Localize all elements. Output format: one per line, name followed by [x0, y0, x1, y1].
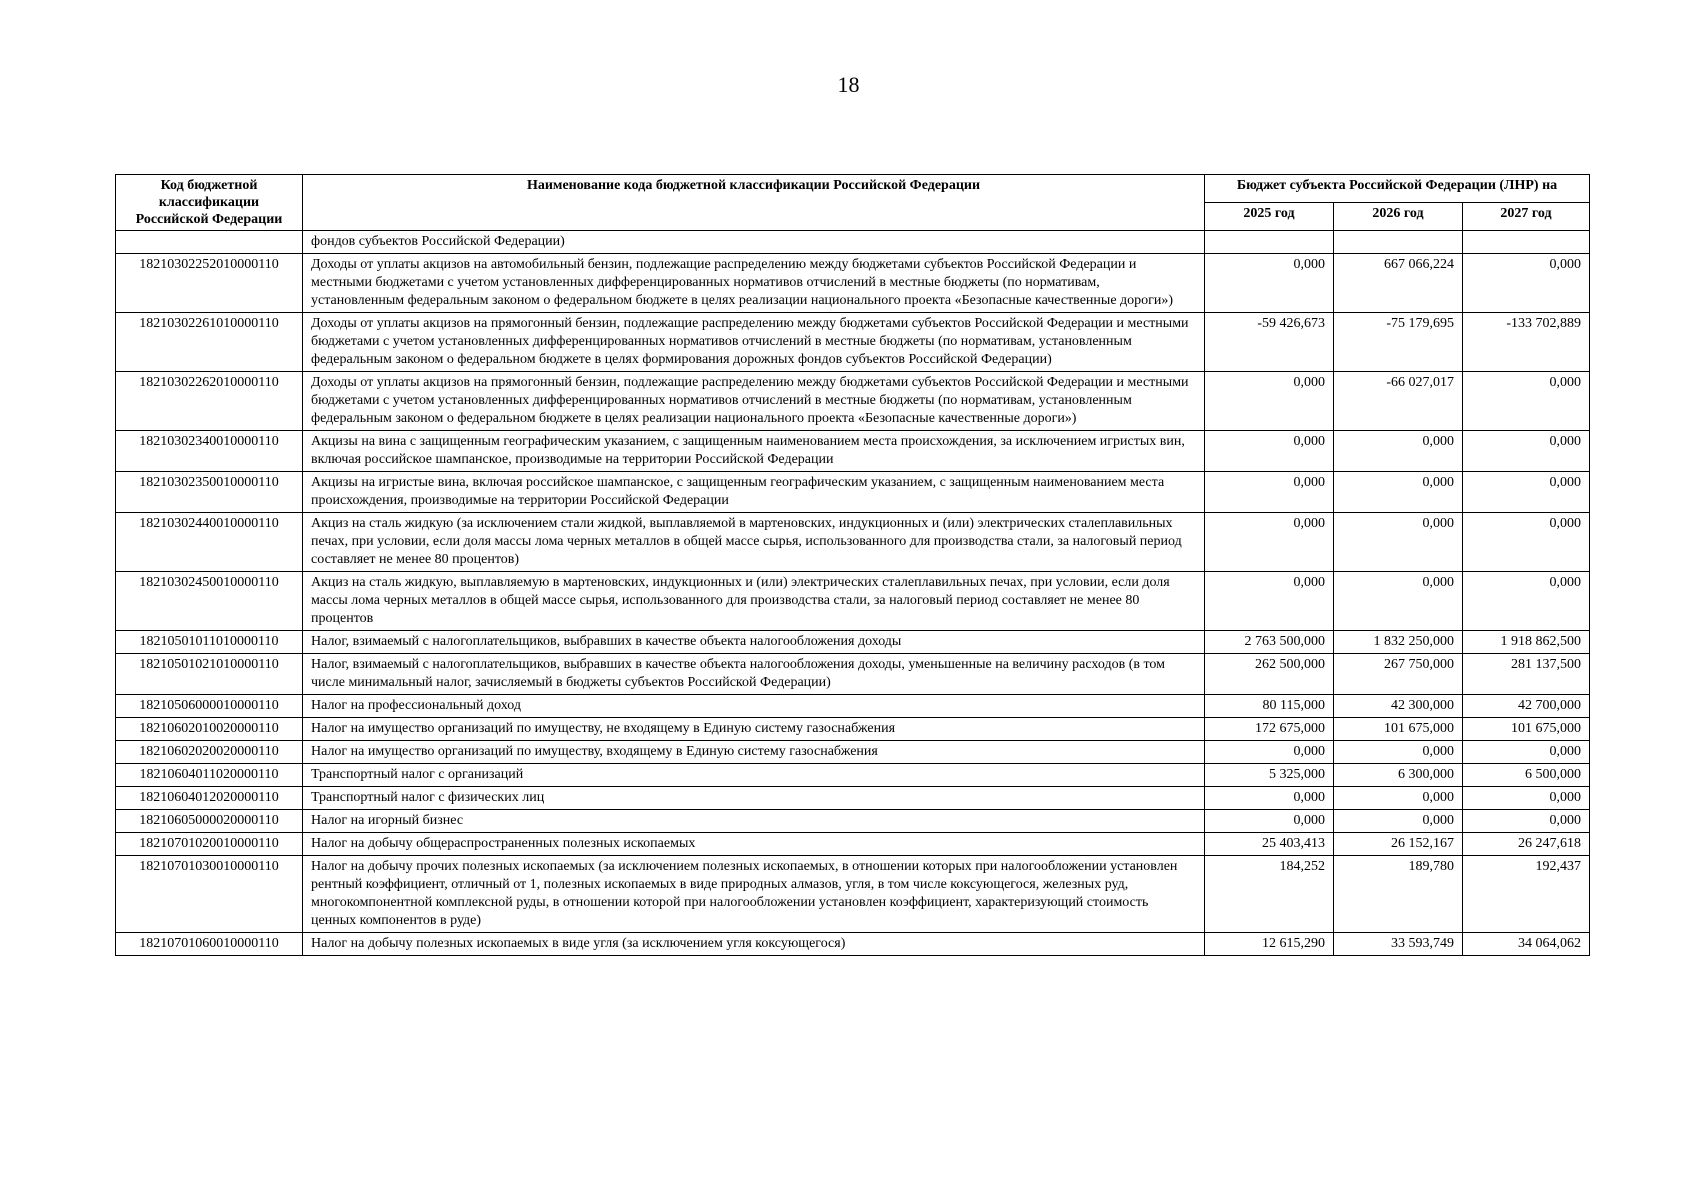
cell-code: 18210604012020000110 [116, 787, 303, 810]
cell-2025: 0,000 [1205, 372, 1334, 431]
cell-2027: 0,000 [1463, 513, 1590, 572]
table-row [116, 787, 1590, 810]
cell-2027: 0,000 [1463, 572, 1590, 631]
table-row [116, 431, 1590, 472]
cell-2026: 189,780 [1334, 856, 1463, 933]
cell-2026: 42 300,000 [1334, 695, 1463, 718]
table-row [116, 833, 1590, 856]
table-row [116, 695, 1590, 718]
cell-2027: 42 700,000 [1463, 695, 1590, 718]
table-row [116, 231, 1590, 254]
table-row [116, 631, 1590, 654]
cell-2027: 6 500,000 [1463, 764, 1590, 787]
cell-2026: 101 675,000 [1334, 718, 1463, 741]
cell-2027: 0,000 [1463, 787, 1590, 810]
cell-2025: 2 763 500,000 [1205, 631, 1334, 654]
table-row [116, 572, 1590, 631]
cell-2026: 6 300,000 [1334, 764, 1463, 787]
cell-code: 18210302450010000110 [116, 572, 303, 631]
table-row [116, 372, 1590, 431]
table-body [116, 231, 1590, 956]
cell-2027: 192,437 [1463, 856, 1590, 933]
cell-2026: 0,000 [1334, 472, 1463, 513]
cell-2026: -66 027,017 [1334, 372, 1463, 431]
cell-code: 18210501011010000110 [116, 631, 303, 654]
cell-2025: -59 426,673 [1205, 313, 1334, 372]
cell-code: 18210302440010000110 [116, 513, 303, 572]
cell-code: 18210602010020000110 [116, 718, 303, 741]
table-row [116, 513, 1590, 572]
table-row [116, 933, 1590, 956]
table-row [116, 313, 1590, 372]
cell-2026 [1334, 231, 1463, 254]
cell-2027 [1463, 231, 1590, 254]
table-row [116, 764, 1590, 787]
table-row [116, 741, 1590, 764]
cell-2026: 267 750,000 [1334, 654, 1463, 695]
cell-name: Налог на профессиональный доход [303, 695, 1205, 718]
cell-name: Налог на добычу полезных ископаемых в виде угля (за исключением угля коксующегося) [303, 933, 1205, 956]
cell-name: Налог, взимаемый с налогоплательщиков, выбравших в качестве объекта налогообложения доходы [303, 631, 1205, 654]
cell-2025: 0,000 [1205, 787, 1334, 810]
cell-2025: 172 675,000 [1205, 718, 1334, 741]
table-row [116, 472, 1590, 513]
cell-2026: 0,000 [1334, 431, 1463, 472]
cell-2027: 34 064,062 [1463, 933, 1590, 956]
cell-code: 18210501021010000110 [116, 654, 303, 695]
cell-name: Акциз на сталь жидкую (за исключением стали жидкой, выплавляемой в мартеновских, индукционных и (или) электрических сталеплавильных печах, при условии, если доля массы лома черных металлов в общей массе сырья, использованного для производства стали, за налоговый период составляет не менее 80 процентов) [303, 513, 1205, 572]
header-budget: Бюджет субъекта Российской Федерации (ЛНР) на [1205, 175, 1590, 203]
cell-code: 18210605000020000110 [116, 810, 303, 833]
cell-2027: 0,000 [1463, 472, 1590, 513]
cell-2025 [1205, 231, 1334, 254]
cell-2026: -75 179,695 [1334, 313, 1463, 372]
table-row [116, 810, 1590, 833]
cell-name: Налог на игорный бизнес [303, 810, 1205, 833]
cell-2025: 25 403,413 [1205, 833, 1334, 856]
cell-name: Акцизы на игристые вина, включая российское шампанское, с защищенным географическим указанием, с защищенным наименованием места происхождения, производимые на территории Российской Федерации [303, 472, 1205, 513]
table-row [116, 718, 1590, 741]
cell-2027: 0,000 [1463, 372, 1590, 431]
cell-2026: 0,000 [1334, 741, 1463, 764]
cell-2026: 1 832 250,000 [1334, 631, 1463, 654]
cell-code: 18210701020010000110 [116, 833, 303, 856]
cell-2025: 0,000 [1205, 741, 1334, 764]
cell-2027: 281 137,500 [1463, 654, 1590, 695]
cell-2026: 0,000 [1334, 572, 1463, 631]
cell-2025: 5 325,000 [1205, 764, 1334, 787]
cell-name: фондов субъектов Российской Федерации) [303, 231, 1205, 254]
cell-2027: 0,000 [1463, 741, 1590, 764]
header-year-2025: 2025 год [1205, 203, 1334, 231]
header-year-2026: 2026 год [1334, 203, 1463, 231]
header-code: Код бюджетной классификации Российской Федерации [116, 175, 303, 231]
cell-2026: 26 152,167 [1334, 833, 1463, 856]
cell-2027: 0,000 [1463, 254, 1590, 313]
cell-code: 18210302350010000110 [116, 472, 303, 513]
budget-table [115, 174, 1590, 956]
cell-2025: 0,000 [1205, 572, 1334, 631]
cell-code: 18210701060010000110 [116, 933, 303, 956]
cell-code: 18210302252010000110 [116, 254, 303, 313]
cell-2026: 0,000 [1334, 513, 1463, 572]
cell-code: 18210302261010000110 [116, 313, 303, 372]
page-number: 18 [837, 72, 860, 97]
cell-code: 18210701030010000110 [116, 856, 303, 933]
cell-name: Акциз на сталь жидкую, выплавляемую в мартеновских, индукционных и (или) электрических сталеплавильных печах, при условии, если доля массы лома черных металлов в общей массе сырья, использованного для производства стали, за налоговый период составляет не менее 80 процентов [303, 572, 1205, 631]
cell-2025: 0,000 [1205, 254, 1334, 313]
cell-name: Налог, взимаемый с налогоплательщиков, выбравших в качестве объекта налогообложения доходы, уменьшенные на величину расходов (в том числе минимальный налог, зачисляемый в бюджеты субъектов Российской Федерации) [303, 654, 1205, 695]
cell-2027: 0,000 [1463, 431, 1590, 472]
cell-name: Транспортный налог с физических лиц [303, 787, 1205, 810]
cell-name: Транспортный налог с организаций [303, 764, 1205, 787]
table-row [116, 654, 1590, 695]
cell-name: Налог на имущество организаций по имуществу, входящему в Единую систему газоснабжения [303, 741, 1205, 764]
cell-2025: 12 615,290 [1205, 933, 1334, 956]
table-row [116, 856, 1590, 933]
cell-2025: 262 500,000 [1205, 654, 1334, 695]
cell-name: Доходы от уплаты акцизов на автомобильный бензин, подлежащие распределению между бюджетами субъектов Российской Федерации и местными бюджетами с учетом установленных дифференцированных нормативов отчислений в местные бюджеты (по нормативам, установленным федеральным законом о федеральном бюджете в целях реализации национального проекта «Безопасные качественные дороги») [303, 254, 1205, 313]
header-year-2027: 2027 год [1463, 203, 1590, 231]
cell-2025: 0,000 [1205, 431, 1334, 472]
cell-2025: 0,000 [1205, 472, 1334, 513]
cell-code: 18210302340010000110 [116, 431, 303, 472]
cell-2025: 0,000 [1205, 513, 1334, 572]
cell-2027: -133 702,889 [1463, 313, 1590, 372]
cell-code: 18210602020020000110 [116, 741, 303, 764]
cell-2025: 0,000 [1205, 810, 1334, 833]
cell-2027: 0,000 [1463, 810, 1590, 833]
cell-2026: 667 066,224 [1334, 254, 1463, 313]
cell-2025: 184,252 [1205, 856, 1334, 933]
cell-code: 18210506000010000110 [116, 695, 303, 718]
cell-name: Доходы от уплаты акцизов на прямогонный бензин, подлежащие распределению между бюджетами субъектов Российской Федерации и местными бюджетами с учетом установленных дифференцированных нормативов отчислений в местные бюджеты (по нормативам, установленным федеральным законом о федеральном бюджете в целях формирования дорожных фондов субъектов Российской Федерации) [303, 313, 1205, 372]
cell-code: 18210604011020000110 [116, 764, 303, 787]
cell-name: Налог на добычу общераспространенных полезных ископаемых [303, 833, 1205, 856]
cell-2027: 26 247,618 [1463, 833, 1590, 856]
header-name: Наименование кода бюджетной классификации Российской Федерации [303, 175, 1205, 231]
cell-2026: 33 593,749 [1334, 933, 1463, 956]
cell-name: Акцизы на вина с защищенным географическим указанием, с защищенным наименованием места происхождения, за исключением игристых вин, включая российское шампанское, производимые на территории Российской Федерации [303, 431, 1205, 472]
cell-code: 18210302262010000110 [116, 372, 303, 431]
cell-2025: 80 115,000 [1205, 695, 1334, 718]
table-row [116, 254, 1590, 313]
cell-name: Налог на добычу прочих полезных ископаемых (за исключением полезных ископаемых, в отношении которых при налогообложении установлен рентный коэффициент, отличный от 1, полезных ископаемых в виде природных алмазов, угля, в том числе коксующегося, железных руд, многокомпонентной комплексной руды, в отношении которой при налогообложении установлен коэффициент, характеризующий стоимость ценных компонентов в руде) [303, 856, 1205, 933]
cell-2026: 0,000 [1334, 787, 1463, 810]
cell-2027: 101 675,000 [1463, 718, 1590, 741]
cell-code [116, 231, 303, 254]
cell-2026: 0,000 [1334, 810, 1463, 833]
cell-name: Налог на имущество организаций по имуществу, не входящему в Единую систему газоснабжения [303, 718, 1205, 741]
cell-name: Доходы от уплаты акцизов на прямогонный бензин, подлежащие распределению между бюджетами субъектов Российской Федерации и местными бюджетами с учетом установленных дифференцированных нормативов отчислений в местные бюджеты (по нормативам, установленным федеральным законом о федеральном бюджете в целях реализации национального проекта «Безопасные качественные дороги») [303, 372, 1205, 431]
cell-2027: 1 918 862,500 [1463, 631, 1590, 654]
